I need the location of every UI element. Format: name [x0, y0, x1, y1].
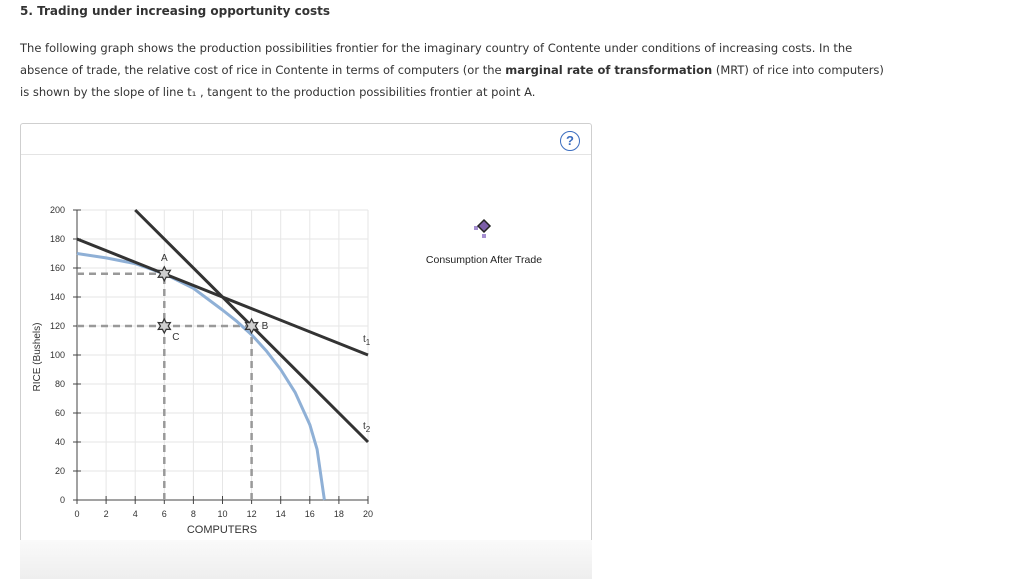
y-tick-label: 180: [49, 234, 65, 244]
y-tick-label: 80: [54, 379, 65, 389]
y-tick-label: 20: [54, 466, 65, 476]
x-tick-label: 14: [275, 509, 286, 519]
y-tick-label: 0: [59, 495, 65, 505]
x-tick-label: 12: [246, 509, 257, 519]
x-axis-label: COMPUTERS: [186, 524, 258, 536]
ppf-curve: [77, 254, 324, 501]
x-tick-label: 2: [103, 509, 109, 519]
question-line-3: is shown by the slope of line t₁ , tangent to the production possibilities frontier at point A.: [20, 85, 536, 99]
tangent-label-t2: $t_2$: [363, 421, 371, 434]
x-tick-label: 16: [304, 509, 315, 519]
point-C-label: C: [172, 332, 180, 343]
x-tick-label: 8: [190, 509, 196, 519]
question-line-2b: (MRT) of rice into computers): [712, 63, 884, 77]
point-B-label: B: [261, 321, 269, 332]
x-tick-label: 0: [74, 509, 80, 519]
axes: [50, 205, 373, 519]
help-icon[interactable]: ?: [560, 131, 580, 151]
x-tick-label: 18: [333, 509, 344, 519]
question-line-2a: absence of trade, the relative cost of rice in Contente in terms of computers (or the: [20, 63, 506, 77]
y-tick-label: 140: [49, 292, 65, 302]
question-title: 5. Trading under increasing opportunity costs: [20, 4, 331, 18]
y-tick-label: 60: [54, 408, 65, 418]
y-tick-label: 100: [49, 350, 65, 360]
x-tick-label: 4: [132, 509, 138, 519]
point-A-label: A: [160, 252, 168, 264]
legend[interactable]: [426, 220, 542, 266]
question-line-1: The following graph shows the production possibilities frontier for the imaginary country of Contente under conditions of increasing costs. In the: [20, 41, 853, 55]
point-C-marker[interactable]: [158, 319, 170, 333]
question-line-2-bold: marginal rate of transformation: [505, 63, 713, 77]
purple-diamond-marker-icon[interactable]: [474, 220, 490, 238]
y-tick-label: 160: [49, 263, 65, 273]
tangent-label-t1: $t_1$: [363, 334, 371, 347]
x-tick-label: 20: [362, 509, 374, 519]
x-tick-label: 10: [217, 509, 228, 519]
y-tick-label: 200: [49, 205, 65, 215]
grid: [77, 210, 368, 500]
y-tick-label: 120: [49, 321, 65, 331]
y-tick-label: 40: [54, 437, 65, 447]
point-A-marker[interactable]: [158, 267, 170, 281]
y-axis-label: RICE (Bushels): [32, 322, 43, 392]
legend-label: Consumption After Trade: [425, 254, 543, 266]
x-tick-label: 6: [161, 509, 167, 519]
